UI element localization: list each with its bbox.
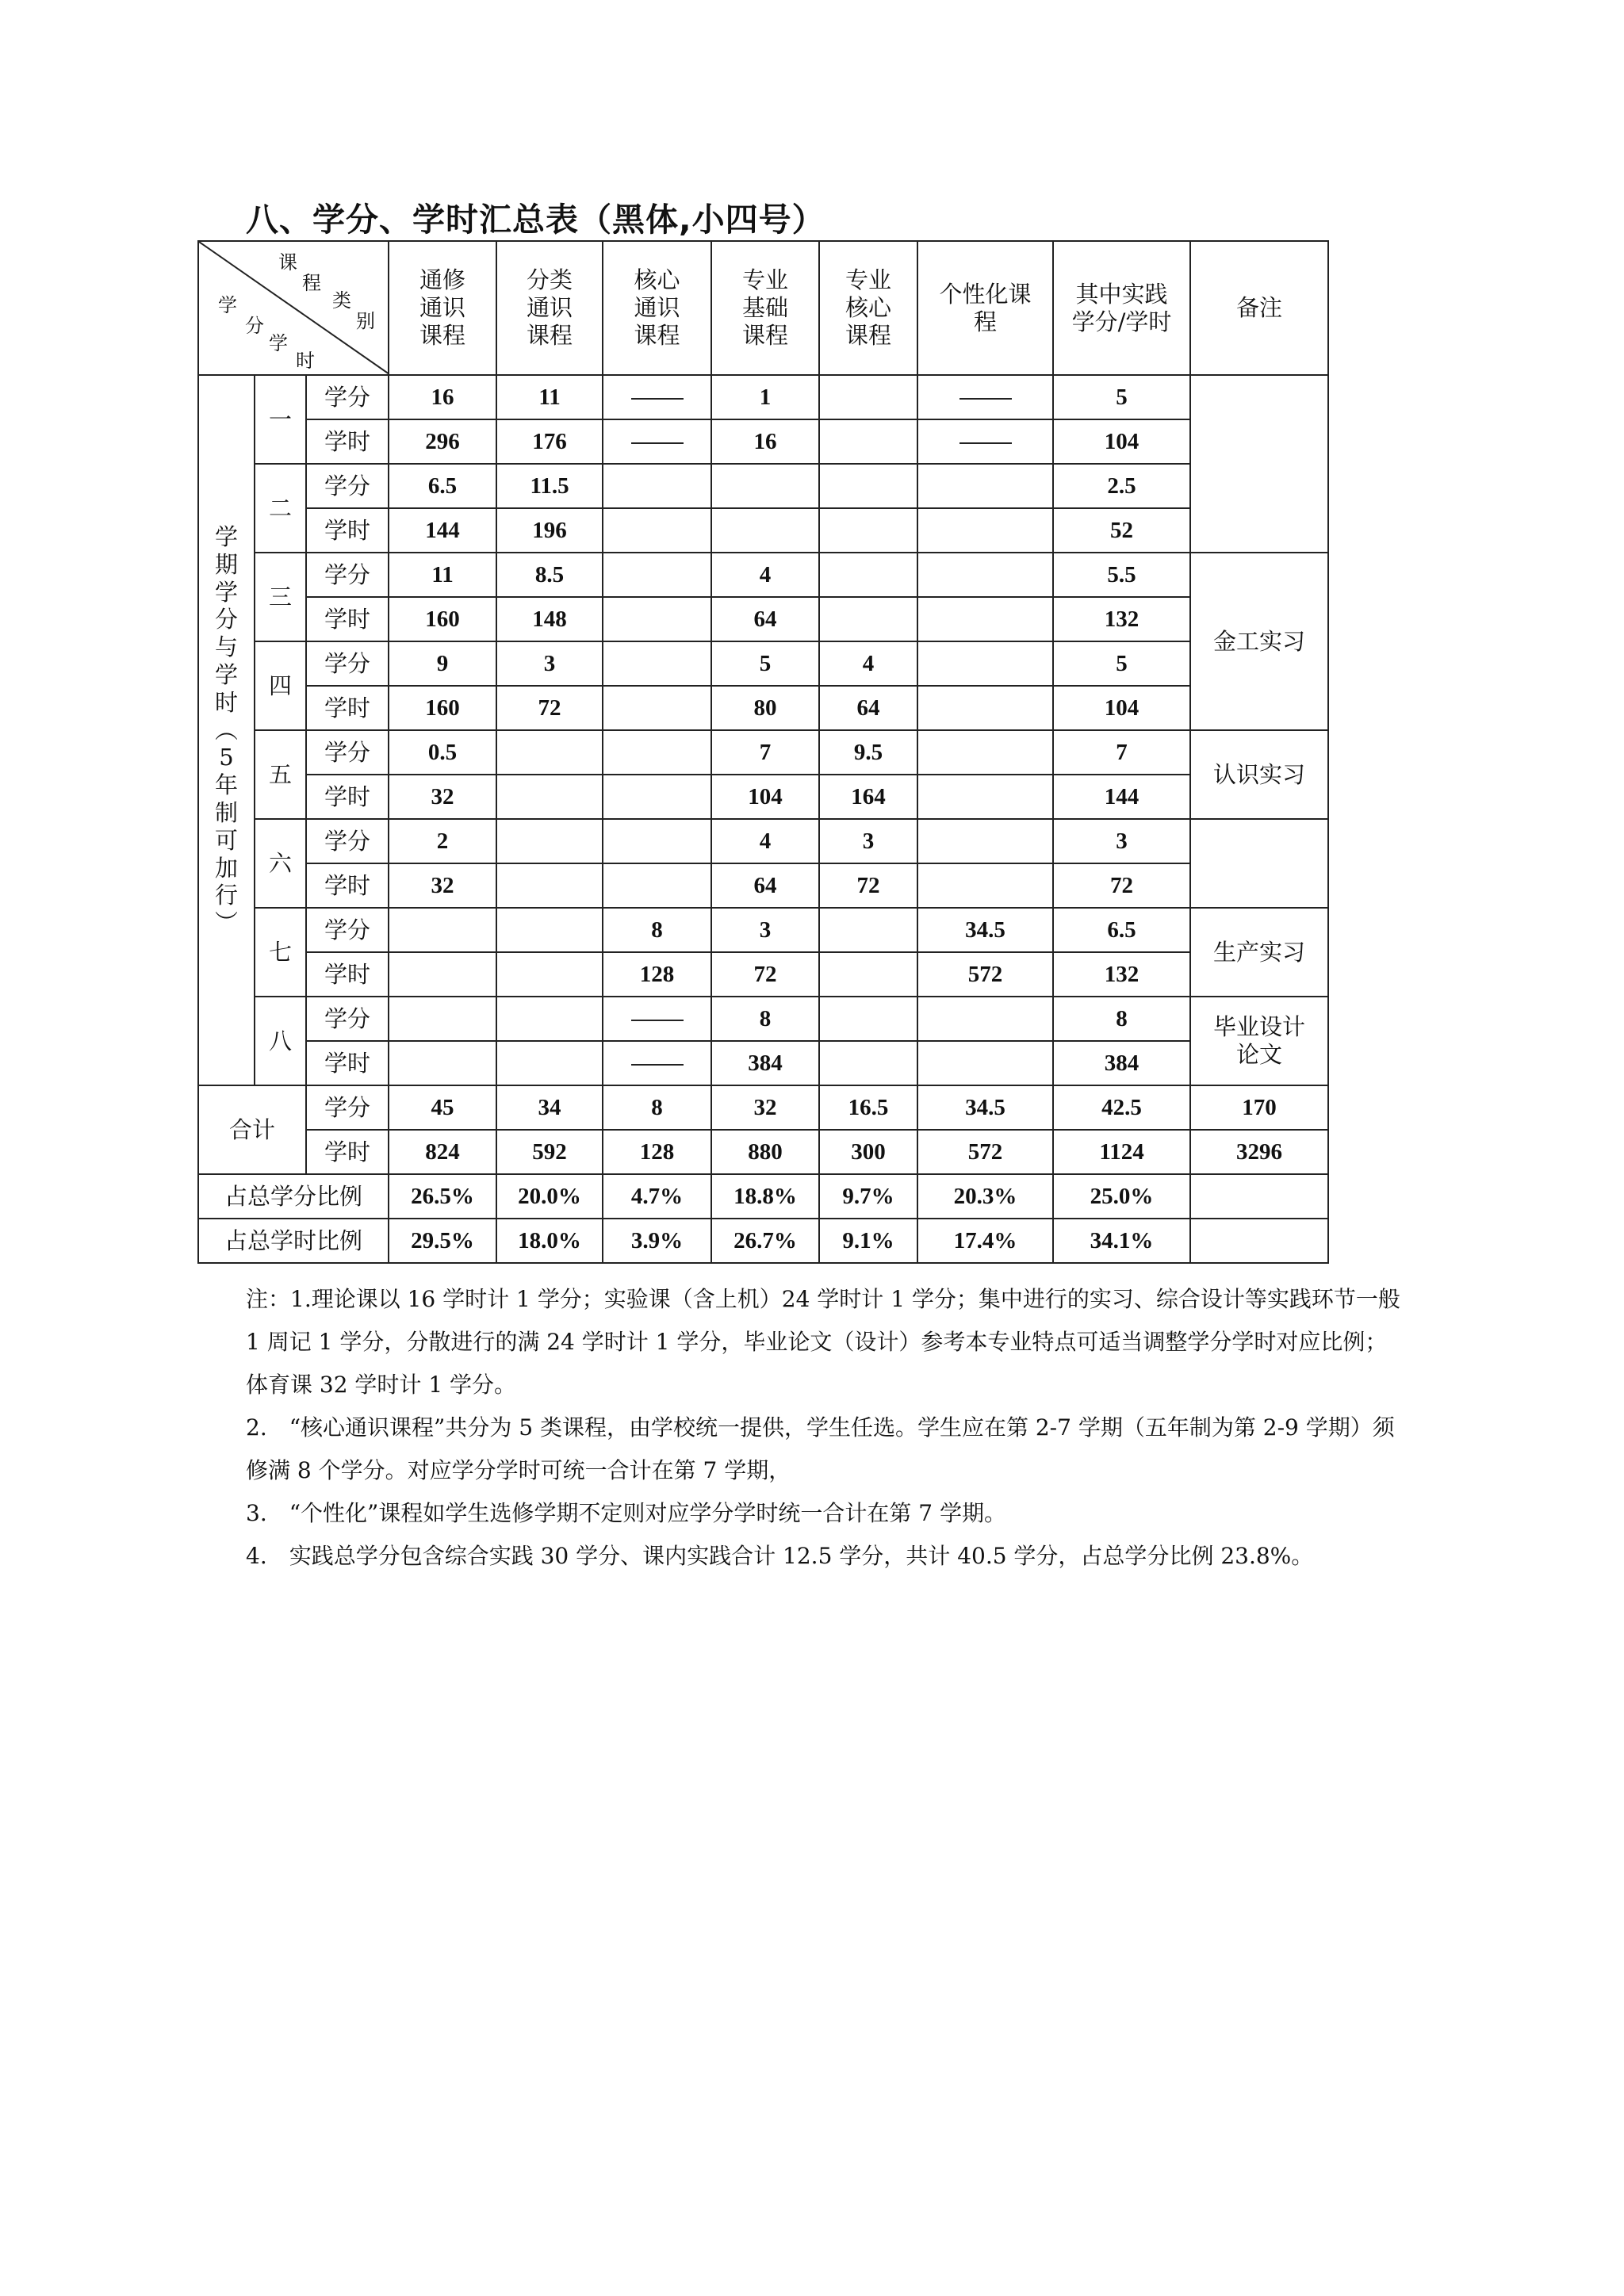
table-cell: 2.5: [1053, 464, 1190, 508]
ratio-hours-label: 占总学时比例: [198, 1219, 389, 1263]
semester-label: 八: [255, 997, 306, 1085]
table-cell: [917, 775, 1053, 819]
column-header: 个性化课 程: [917, 241, 1053, 375]
ratio-cell: [1190, 1219, 1328, 1263]
ratio-cell: 34.1%: [1053, 1219, 1190, 1263]
column-header: 备注: [1190, 241, 1328, 375]
table-cell: 9.5: [819, 730, 917, 775]
note-2: 2. “核心通识课程”共分为 5 类课程，由学校统一提供，学生任选。学生应在第 2-7 学期（五年制为第 2-9 学期）须修满 8 个学分。对应学分学时可统一合计在第 7 学期，: [246, 1414, 1395, 1483]
column-header: 分类 通识 课程: [496, 241, 603, 375]
table-cell: 384: [711, 1041, 819, 1085]
table-cell: 6.5: [389, 464, 496, 508]
page-title: 八、学分、学时汇总表（黑体,小四号）: [246, 201, 825, 239]
table-cell: [917, 553, 1053, 597]
table-cell: 8.5: [496, 553, 603, 597]
table-cell: [496, 730, 603, 775]
ratio-credit-label: 占总学分比例: [198, 1174, 389, 1219]
column-header: 专业 基础 课程: [711, 241, 819, 375]
table-cell: [819, 464, 917, 508]
ratio-cell: 20.0%: [496, 1174, 603, 1219]
table-cell: [496, 952, 603, 997]
table-cell: [389, 908, 496, 952]
table-cell: 7: [1053, 730, 1190, 775]
table-cell: [603, 997, 711, 1041]
metric-label: 学分: [306, 375, 389, 419]
total-cell: 32: [711, 1085, 819, 1130]
table-cell: 148: [496, 597, 603, 641]
table-cell: 164: [819, 775, 917, 819]
table-cell: [917, 641, 1053, 686]
corner-header-cell: [198, 241, 389, 375]
table-cell: [496, 997, 603, 1041]
column-header: 通修 通识 课程: [389, 241, 496, 375]
table-cell: 8: [711, 997, 819, 1041]
table-cell: [389, 1041, 496, 1085]
table-cell: [917, 997, 1053, 1041]
table-cell: [603, 819, 711, 863]
metric-label: 学时: [306, 863, 389, 908]
ratio-cell: 18.0%: [496, 1219, 603, 1263]
table-cell: 384: [1053, 1041, 1190, 1085]
dash-mark: [631, 1020, 684, 1021]
metric-label: 学分: [306, 1085, 389, 1130]
ratio-cell: 18.8%: [711, 1174, 819, 1219]
table-cell: 296: [389, 419, 496, 464]
table-cell: [711, 508, 819, 553]
remark-cell: 生产实习: [1190, 908, 1328, 997]
table-cell: [819, 1041, 917, 1085]
table-cell: [819, 952, 917, 997]
corner-bottom-char: 学: [218, 294, 237, 316]
remark-cell: 金工实习: [1190, 553, 1328, 730]
table-cell: 3: [819, 819, 917, 863]
table-cell: 32: [389, 775, 496, 819]
table-cell: [496, 863, 603, 908]
table-cell: 64: [711, 597, 819, 641]
table-cell: 9: [389, 641, 496, 686]
table-cell: 72: [1053, 863, 1190, 908]
total-cell: 824: [389, 1130, 496, 1174]
semester-label: 四: [255, 641, 306, 730]
total-label: 合计: [198, 1085, 306, 1174]
column-header: 其中实践 学分/学时: [1053, 241, 1190, 375]
ratio-cell: 26.5%: [389, 1174, 496, 1219]
table-cell: 3: [496, 641, 603, 686]
table-cell: [917, 819, 1053, 863]
table-cell: [389, 997, 496, 1041]
total-cell: 592: [496, 1130, 603, 1174]
table-cell: 104: [711, 775, 819, 819]
table-cell: [711, 464, 819, 508]
table-cell: 11: [389, 553, 496, 597]
ratio-cell: 4.7%: [603, 1174, 711, 1219]
note-3: 3. “个性化”课程如学生选修学期不定则对应学分学时统一合计在第 7 学期。: [246, 1500, 1006, 1526]
corner-bottom-char: 学: [269, 332, 288, 354]
table-cell: 196: [496, 508, 603, 553]
metric-label: 学时: [306, 952, 389, 997]
total-cell: 880: [711, 1130, 819, 1174]
table-cell: [389, 952, 496, 997]
ratio-cell: [1190, 1174, 1328, 1219]
dash-mark: [631, 398, 684, 400]
table-cell: [603, 597, 711, 641]
total-cell: 8: [603, 1085, 711, 1130]
table-cell: [917, 464, 1053, 508]
table-cell: [819, 553, 917, 597]
table-cell: [603, 775, 711, 819]
metric-label: 学分: [306, 553, 389, 597]
table-cell: 144: [389, 508, 496, 553]
corner-top-char: 课: [278, 251, 297, 274]
column-header: 专业 核心 课程: [819, 241, 917, 375]
credit-hours-summary-table: [197, 240, 1329, 1264]
metric-label: 学时: [306, 1041, 389, 1085]
table-cell: [603, 375, 711, 419]
table-cell: [603, 863, 711, 908]
table-cell: 64: [711, 863, 819, 908]
semester-label: 七: [255, 908, 306, 997]
table-cell: [603, 464, 711, 508]
metric-label: 学分: [306, 641, 389, 686]
note-1: 注：1.理论课以 16 学时计 1 学分；实验课（含上机）24 学时计 1 学分；集中进行的实习、综合设计等实践环节一般 1 周记 1 学分，分散进行的满 24 学时计 1 学分，毕业论文（设计）参考本专业特点可适当调整学分学时对应比例；体育课 32 学时计 1 学分。: [246, 1286, 1400, 1398]
table-cell: 7: [711, 730, 819, 775]
table-cell: 72: [496, 686, 603, 730]
ratio-cell: 9.7%: [819, 1174, 917, 1219]
semester-label: 一: [255, 375, 306, 464]
table-cell: 104: [1053, 686, 1190, 730]
table-cell: [917, 508, 1053, 553]
table-cell: [819, 419, 917, 464]
ratio-cell: 26.7%: [711, 1219, 819, 1263]
table-cell: 11: [496, 375, 603, 419]
table-cell: [603, 641, 711, 686]
table-cell: [819, 375, 917, 419]
corner-top-char: 程: [302, 272, 321, 294]
semester-group-label: 学 期 学 分 与 学 时 ︵ 5 年 制 可 加 行 ︶: [198, 375, 255, 1085]
table-cell: [917, 1041, 1053, 1085]
table-cell: [603, 686, 711, 730]
table-cell: 144: [1053, 775, 1190, 819]
metric-label: 学时: [306, 508, 389, 553]
ratio-cell: 17.4%: [917, 1219, 1053, 1263]
corner-bottom-char: 分: [245, 315, 264, 337]
table-cell: 34.5: [917, 908, 1053, 952]
table-cell: 160: [389, 597, 496, 641]
table-cell: [603, 508, 711, 553]
metric-label: 学分: [306, 730, 389, 775]
table-cell: 572: [917, 952, 1053, 997]
table-cell: 160: [389, 686, 496, 730]
ratio-cell: 3.9%: [603, 1219, 711, 1263]
table-cell: 16: [389, 375, 496, 419]
table-cell: [496, 775, 603, 819]
table-cell: 132: [1053, 597, 1190, 641]
table-cell: 8: [1053, 997, 1190, 1041]
table-cell: 72: [711, 952, 819, 997]
table-cell: [603, 1041, 711, 1085]
table-cell: 0.5: [389, 730, 496, 775]
semester-label: 二: [255, 464, 306, 553]
total-cell: 300: [819, 1130, 917, 1174]
total-cell: 170: [1190, 1085, 1328, 1130]
table-cell: [603, 553, 711, 597]
table-cell: 5: [1053, 641, 1190, 686]
corner-top-char: 类: [332, 289, 351, 312]
corner-top-char: 别: [356, 310, 375, 332]
table-cell: 8: [603, 908, 711, 952]
table-cell: [917, 597, 1053, 641]
table-cell: [496, 1041, 603, 1085]
table-cell: 4: [711, 553, 819, 597]
table-cell: 2: [389, 819, 496, 863]
total-cell: 42.5: [1053, 1085, 1190, 1130]
table-cell: 1: [711, 375, 819, 419]
column-header: 核心 通识 课程: [603, 241, 711, 375]
table-cell: 132: [1053, 952, 1190, 997]
table-cell: [603, 730, 711, 775]
table-cell: [917, 375, 1053, 419]
total-cell: 45: [389, 1085, 496, 1130]
metric-label: 学时: [306, 686, 389, 730]
table-cell: 5.5: [1053, 553, 1190, 597]
table-cell: 6.5: [1053, 908, 1190, 952]
remark-cell: 认识实习: [1190, 730, 1328, 819]
semester-label: 三: [255, 553, 306, 641]
total-cell: 34: [496, 1085, 603, 1130]
metric-label: 学时: [306, 419, 389, 464]
semester-label: 五: [255, 730, 306, 819]
table-cell: [496, 908, 603, 952]
metric-label: 学分: [306, 819, 389, 863]
note-4: 4. 实践总学分包含综合实践 30 学分、课内实践合计 12.5 学分，共计 40.5 学分，占总学分比例 23.8%。: [246, 1543, 1314, 1569]
table-cell: 16: [711, 419, 819, 464]
dash-mark: [631, 1064, 684, 1066]
table-cell: 4: [819, 641, 917, 686]
table-cell: 104: [1053, 419, 1190, 464]
table-cell: 176: [496, 419, 603, 464]
table-cell: 3: [1053, 819, 1190, 863]
metric-label: 学时: [306, 775, 389, 819]
notes: [246, 1278, 1404, 1578]
table-cell: 5: [1053, 375, 1190, 419]
ratio-cell: 25.0%: [1053, 1174, 1190, 1219]
total-cell: 34.5: [917, 1085, 1053, 1130]
dash-mark: [959, 398, 1012, 400]
metric-label: 学分: [306, 464, 389, 508]
table-cell: 80: [711, 686, 819, 730]
ratio-cell: 29.5%: [389, 1219, 496, 1263]
table-cell: [917, 419, 1053, 464]
table-cell: [819, 997, 917, 1041]
table-cell: [496, 819, 603, 863]
total-cell: 3296: [1190, 1130, 1328, 1174]
metric-label: 学时: [306, 597, 389, 641]
table-cell: 4: [711, 819, 819, 863]
total-cell: 572: [917, 1130, 1053, 1174]
table-cell: 32: [389, 863, 496, 908]
remark-cell: [1190, 819, 1328, 908]
table-cell: 52: [1053, 508, 1190, 553]
corner-bottom-char: 时: [296, 350, 315, 372]
table-cell: 72: [819, 863, 917, 908]
total-cell: 1124: [1053, 1130, 1190, 1174]
table-cell: [819, 597, 917, 641]
table-cell: 5: [711, 641, 819, 686]
table-cell: 11.5: [496, 464, 603, 508]
total-cell: 128: [603, 1130, 711, 1174]
metric-label: 学时: [306, 1130, 389, 1174]
metric-label: 学分: [306, 908, 389, 952]
table-cell: 64: [819, 686, 917, 730]
semester-label: 六: [255, 819, 306, 908]
table-cell: 128: [603, 952, 711, 997]
table-cell: [917, 686, 1053, 730]
metric-label: 学分: [306, 997, 389, 1041]
table-cell: [603, 419, 711, 464]
table-cell: [819, 508, 917, 553]
ratio-cell: 9.1%: [819, 1219, 917, 1263]
dash-mark: [631, 442, 684, 444]
table-cell: [917, 863, 1053, 908]
total-cell: 16.5: [819, 1085, 917, 1130]
table-cell: [819, 908, 917, 952]
ratio-cell: 20.3%: [917, 1174, 1053, 1219]
remark-cell: 毕业设计 论文: [1190, 997, 1328, 1085]
dash-mark: [959, 442, 1012, 444]
table-cell: [917, 730, 1053, 775]
remark-cell: [1190, 375, 1328, 553]
table-cell: 3: [711, 908, 819, 952]
